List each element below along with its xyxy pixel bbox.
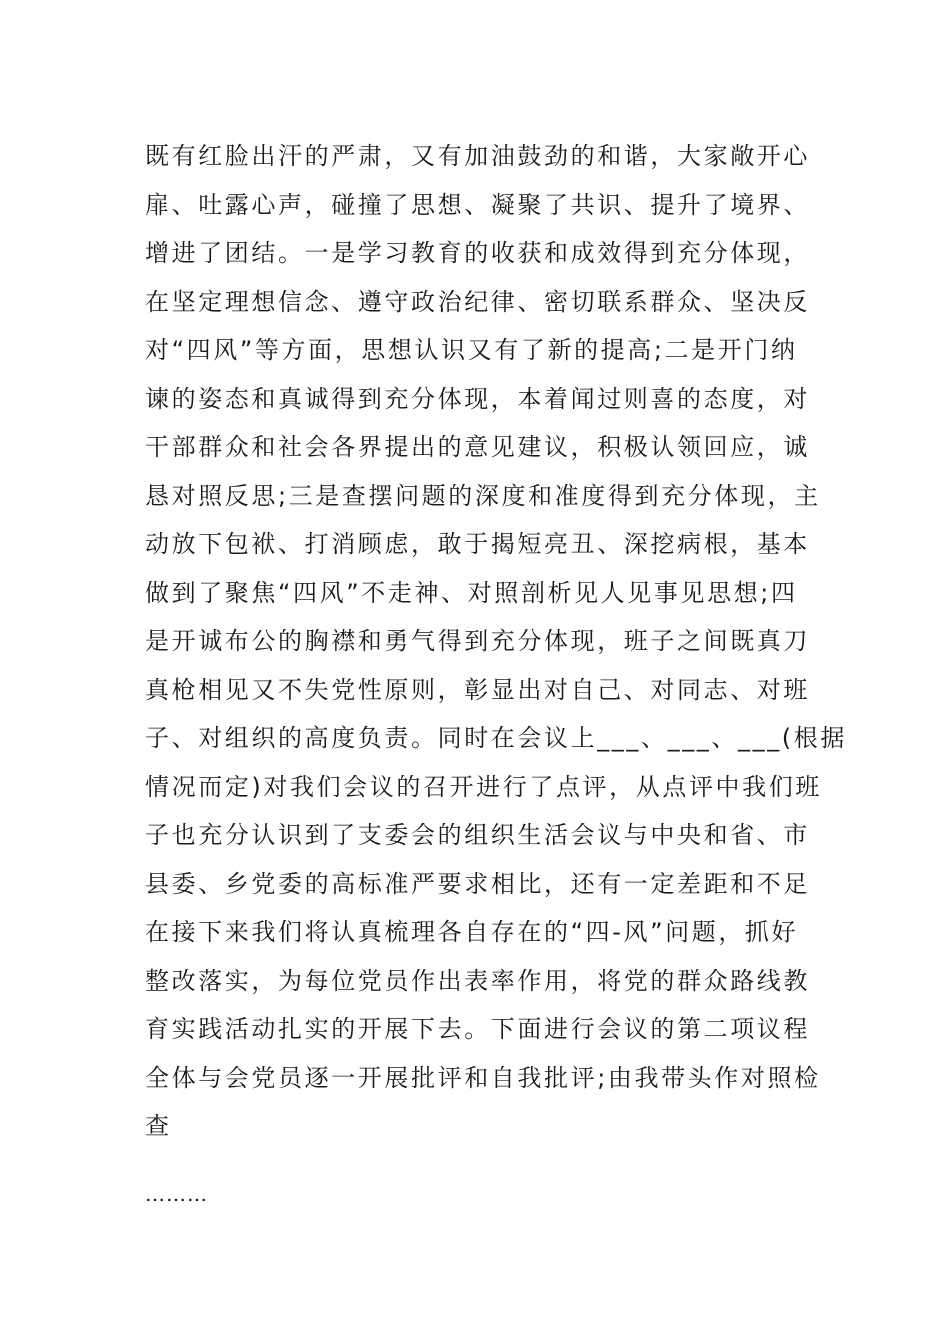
body-text	[145, 132, 847, 1151]
text-line: 查	[145, 1112, 172, 1140]
text-line: 既有红脸出汗的严肃，又有加油鼓劲的和谐，大家敞开心	[145, 142, 810, 170]
text-line: 恳对照反思;三是查摆问题的深度和准度得到充分体现，主	[145, 481, 821, 510]
text-line: 整改落实，为每位党员作出表率作用，将党的群众路线教	[145, 966, 810, 995]
text-line: 增进了团结。一是学习教育的收获和成效得到充分体现，	[145, 239, 810, 267]
text-line: 育实践活动扎实的开展下去。下面进行会议的第二项议程	[145, 1015, 810, 1043]
text-line: 情况而定)对我们会议的召开进行了点评，从点评中我们班	[145, 772, 822, 801]
text-line: 在接下来我们将认真梳理各自存在的“四-风”问题，抓好	[145, 918, 799, 946]
ellipsis-marker: ………	[145, 1182, 208, 1206]
text-line: 县委、乡党委的高标准严要求相比，还有一定差距和不足	[145, 869, 810, 898]
text-line: 全体与会党员逐一开展批评和自我批评;由我带头作对照检	[145, 1063, 821, 1092]
text-line: 做到了聚焦“四风”不走神、对照剖析见人见事见思想;四	[145, 578, 798, 607]
text-line: 真枪相见又不失党性原则，彰显出对自己、对同志、对班	[145, 675, 810, 704]
text-line: 子、对组织的高度负责。同时在会议上___、___、___(根据	[145, 724, 847, 752]
text-line: 动放下包袱、打消顾虑，敢于揭短亮丑、深挖病根，基本	[145, 530, 810, 558]
text-line: 子也充分认识到了支委会的组织生活会议与中央和省、市	[145, 821, 810, 849]
text-line: 在坚定理想信念、遵守政治纪律、密切联系群众、坚决反	[145, 287, 810, 316]
text-line: 是开诚布公的胸襟和勇气得到充分体现，班子之间既真刀	[145, 627, 810, 655]
text-line: 谏的姿态和真诚得到充分体现，本着闻过则喜的态度，对	[145, 384, 810, 413]
text-line: 干部群众和社会各界提出的意见建议，积极认领回应，诚	[145, 433, 810, 461]
text-line: 扉、吐露心声，碰撞了思想、凝聚了共识、提升了境界、	[145, 190, 810, 219]
text-line: 对“四风”等方面，思想认识又有了新的提高;二是开门纳	[145, 336, 798, 364]
